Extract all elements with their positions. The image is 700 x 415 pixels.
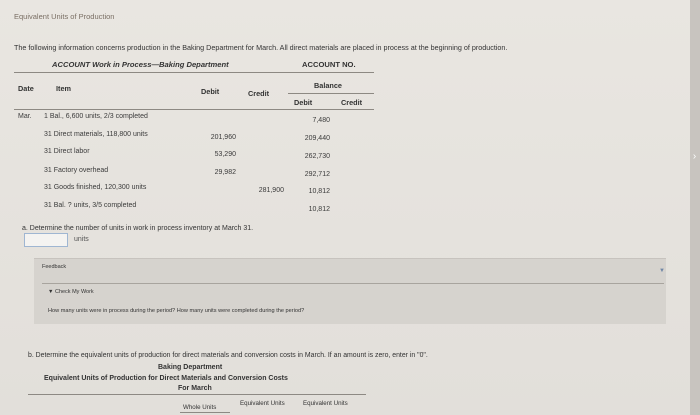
wip-units-input[interactable] — [24, 233, 68, 247]
row-debit: 29,982 — [214, 169, 236, 176]
row-item: 31 Direct labor — [44, 148, 90, 155]
right-scroll-strip[interactable] — [690, 0, 700, 415]
row-bal-debit: 209,440 — [304, 135, 330, 142]
account-number-label: ACCOUNT NO. — [302, 60, 356, 69]
row-bal-debit: 262,730 — [304, 153, 330, 160]
row-debit: 201,960 — [210, 134, 236, 141]
col-header-date: Date — [18, 84, 34, 93]
whole-units-rule — [180, 412, 230, 413]
col-equivalent-units-2: Equivalent Units — [303, 400, 348, 407]
col-equivalent-units-1: Equivalent Units — [240, 400, 285, 407]
b-period-title: For March — [178, 385, 212, 392]
col-header-bal-credit: Credit — [341, 98, 363, 107]
row-debit: 53,290 — [214, 151, 236, 158]
row-item: 31 Bal. ? units, 3/5 completed — [44, 202, 137, 209]
col-whole-units: Whole Units — [183, 404, 217, 411]
header-bottom-rule — [14, 109, 374, 110]
row-bal-debit: 10,812 — [308, 188, 330, 195]
col-header-debit: Debit — [201, 87, 220, 96]
row-bal-debit: 7,480 — [312, 117, 330, 124]
intro-text: The following information concerns production in the Baking Department for March. All direct materials are placed in process at the beginning of production. — [14, 43, 508, 52]
account-title-sep: — — [151, 60, 160, 69]
row-bal-debit: 292,712 — [304, 171, 330, 178]
question-a-text: a. Determine the number of units in work in process inventory at March 31. — [22, 225, 254, 232]
units-label: units — [74, 236, 89, 243]
account-top-rule — [14, 72, 374, 73]
b-rule — [28, 394, 366, 395]
row-bal-debit: 10,812 — [308, 206, 330, 213]
account-title-dept: Baking Department — [159, 60, 229, 69]
feedback-panel — [34, 258, 666, 324]
feedback-divider — [42, 283, 664, 284]
col-header-balance: Balance — [314, 81, 342, 90]
row-item: 1 Bal., 6,600 units, 2/3 completed — [44, 113, 148, 120]
chevron-down-icon[interactable]: ▼ — [659, 268, 665, 274]
col-header-bal-debit: Debit — [294, 98, 313, 107]
page-title: Equivalent Units of Production — [14, 12, 115, 21]
feedback-label: Feedback — [42, 264, 67, 270]
row-item: 31 Direct materials, 118,800 units — [44, 131, 148, 138]
row-item: 31 Goods finished, 120,300 units — [44, 184, 147, 191]
b-dept-title: Baking Department — [158, 364, 223, 371]
balance-rule — [288, 93, 374, 94]
check-my-work-toggle[interactable]: ▼ Check My Work — [48, 289, 94, 295]
chevron-right-icon[interactable]: › — [692, 151, 697, 162]
account-title-prefix: ACCOUNT Work in Process — [52, 60, 152, 69]
b-report-title: Equivalent Units of Production for Direct Materials and Conversion Costs — [44, 375, 288, 382]
col-header-item: Item — [56, 84, 72, 93]
row-date: Mar. — [18, 113, 32, 120]
account-title — [52, 60, 229, 69]
col-header-credit: Credit — [248, 89, 270, 98]
question-b-text: b. Determine the equivalent units of production for direct materials and conversion costs in March. If an amount is zero, enter in "0". — [28, 352, 428, 359]
row-item: 31 Factory overhead — [44, 167, 109, 174]
feedback-hint: How many units were in process during the period? How many units were completed during the period? — [48, 308, 305, 314]
row-credit: 281,900 — [258, 187, 284, 194]
